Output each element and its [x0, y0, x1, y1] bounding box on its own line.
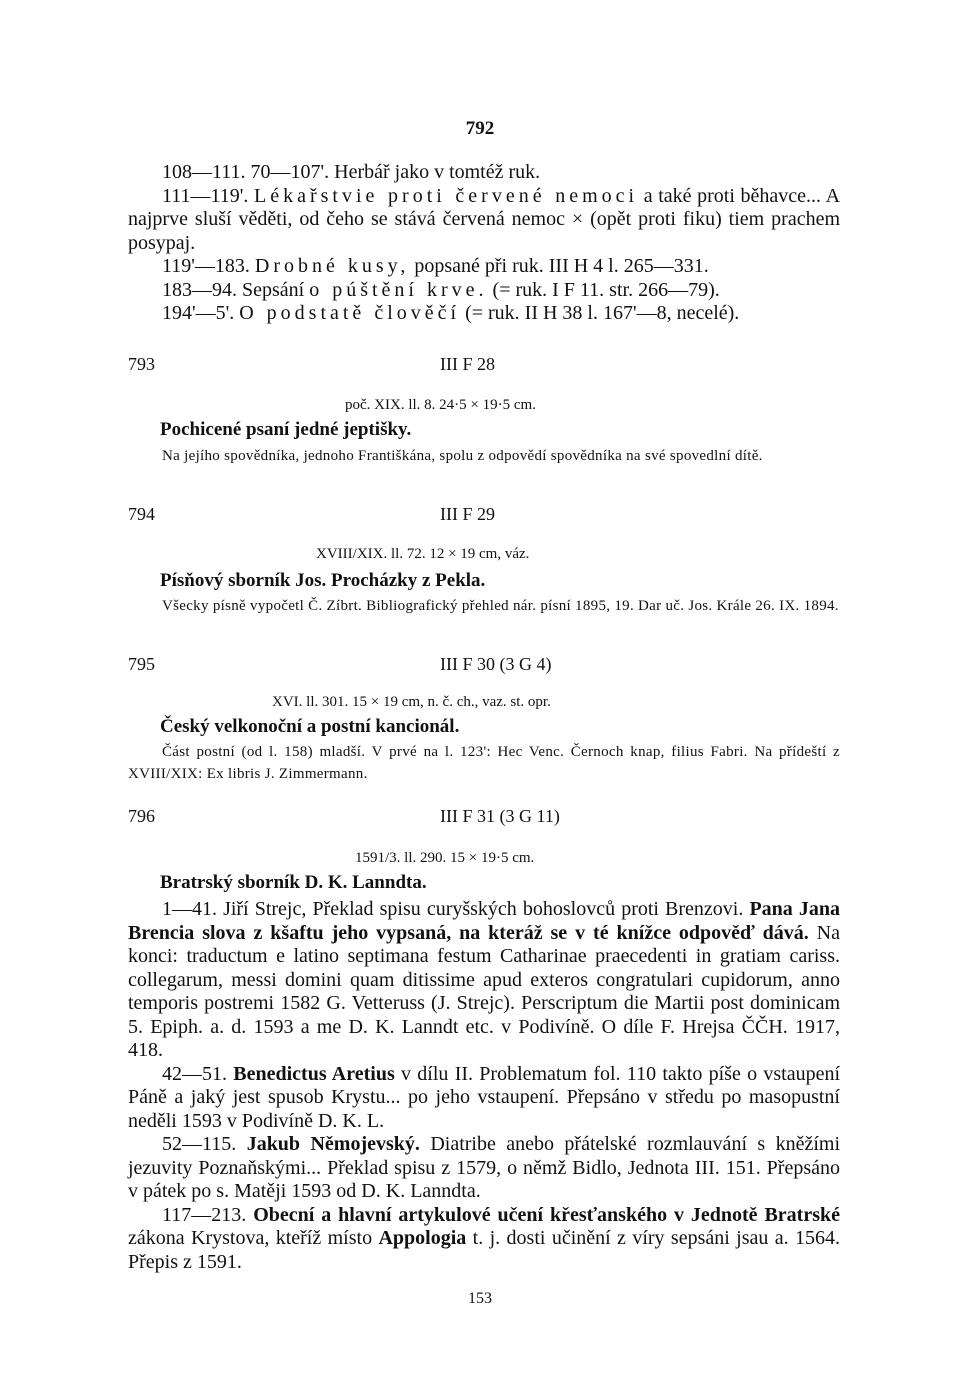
entry-794-title: Písňový sborník Jos. Procházky z Pekla. [160, 570, 486, 591]
entry-794-desc-text: Všecky písně vypočetl Č. Zíbrt. Bibliografický přehled nár. písní 1895, 19. Dar uč. Jos. Krále 26. IX. 1894. [162, 598, 839, 614]
intro-line-4: 183—94. Sepsání o púštění krve. (= ruk. I F 11. str. 266—79). [162, 278, 720, 301]
entry-signature: III F 28 [440, 354, 495, 374]
body-paragraph-1: 1—41. Jiří Strejc, Překlad spisu curyšských bohoslovců proti Brenzovi. Pana Jana Brencia slova z kšaftu jeho vypsaná, na kteráž se v té knížce odpověď dává. Na konci: traductum e latino septimana festum Catharinae praecedenti in gratiam cariss. collegarum, messi domini quam ditissime apud exteros congratulari cupidorum, anno temporis postremi 1582 G. Vetteruss (J. Strejc). Perscriptum die Martii post dominicam 5. Epiph. a. d. 1593 a me D. K. Lanndt etc. v Podivíně. O díle F. Hrejsa ČČH. 1917, 418. [128, 898, 840, 1061]
intro-line-5: 194'—5'. O podstatě člověčí (= ruk. II H 38 l. 167'—8, necelé). [162, 302, 740, 324]
entry-signature: III F 30 (3 G 4) [440, 654, 552, 674]
entry-number: 796 [128, 806, 155, 826]
intro-line-1: 108—111. 70—107'. Herbář jako v tomtéž ruk. [162, 161, 541, 183]
footer-page-number: 153 [468, 1290, 492, 1307]
entry-793-title: Pochicené psaní jedné jeptišky. [160, 419, 412, 440]
entry-signature: III F 31 (3 G 11) [440, 806, 560, 826]
page-number: 792 [465, 118, 495, 139]
entry-793-desc-text: Na jejího spovědníka, jednoho Františkána, spolu z odpovědí spovědníka na své spovedlní dítě. [162, 448, 763, 464]
entry-795-meta: XVI. ll. 301. 15 × 19 cm, n. č. ch., vaz. st. opr. [272, 694, 551, 710]
body-paragraph-2: 42—51. Benedictus Aretius v dílu II. Problematum fol. 110 takto píše o vstaupení Páně a jaký jest spusob Krystu... po jeho vstaupení. Přepsáno v středu po masopustní neděli 1593 v Podivíně D. K. L. [128, 1062, 841, 1132]
intro-line-2: 111—119'. Lékařstvie proti červené nemoci a také proti běhavce... A najprve sluší věděti, od čeho se stává červená nemoc × (opět proti fiku) tiem prachem posypaj. [128, 184, 841, 254]
entry-number: 794 [128, 504, 155, 524]
entry-number: 795 [128, 654, 155, 674]
entry-signature: III F 29 [440, 504, 495, 524]
entry-796-title: Bratrský sborník D. K. Lanndta. [160, 872, 427, 893]
intro-section [128, 161, 840, 326]
entry-794-desc [128, 595, 840, 617]
entry-number: 793 [128, 354, 155, 374]
entry-796-header [128, 806, 840, 832]
entry-794-meta: XVIII/XIX. ll. 72. 12 × 19 cm, váz. [316, 546, 530, 562]
intro-line-3: 119'—183. Drobné kusy, popsané při ruk. III H 4 l. 265—331. [162, 255, 709, 277]
entry-793-desc [128, 445, 840, 467]
body-paragraph-3: 52—115. Jakub Němojevský. Diatribe anebo přátelské rozmlauvání s kněžími jezuvity Poznaňskými... Překlad spisu z 1579, o němž Bidlo, Jednota III. 151. Přepsáno v pátek po s. Matěji 1593 od D. K. Lanndta. [128, 1133, 841, 1202]
entry-793-header [128, 354, 840, 380]
entry-796-body [128, 898, 840, 1274]
body-paragraph-4: 117—213. Obecní a hlavní artykulové učení křesťanského v Jednotě Bratrské zákona Krystova, kteříž místo Appologia t. j. dosti učinění z víry sepsáni jsau a. 1564. Přepis z 1591. [128, 1203, 841, 1273]
entry-793-meta: poč. XIX. ll. 8. 24·5 × 19·5 cm. [345, 397, 536, 413]
entry-795-header [128, 654, 840, 680]
entry-794-header [128, 504, 840, 530]
entry-795-desc [128, 741, 840, 785]
entry-795-title: Český velkonoční a postní kancionál. [160, 716, 460, 737]
entry-795-desc-text: Část postní (od l. 158) mladší. V prvé na l. 123': Hec Venc. Černoch knap, filius Fabri. Na přídeští z XVIII/XIX: Ex libris J. Zimmermann. [128, 744, 840, 782]
entry-796-meta: 1591/3. ll. 290. 15 × 19·5 cm. [355, 850, 535, 866]
